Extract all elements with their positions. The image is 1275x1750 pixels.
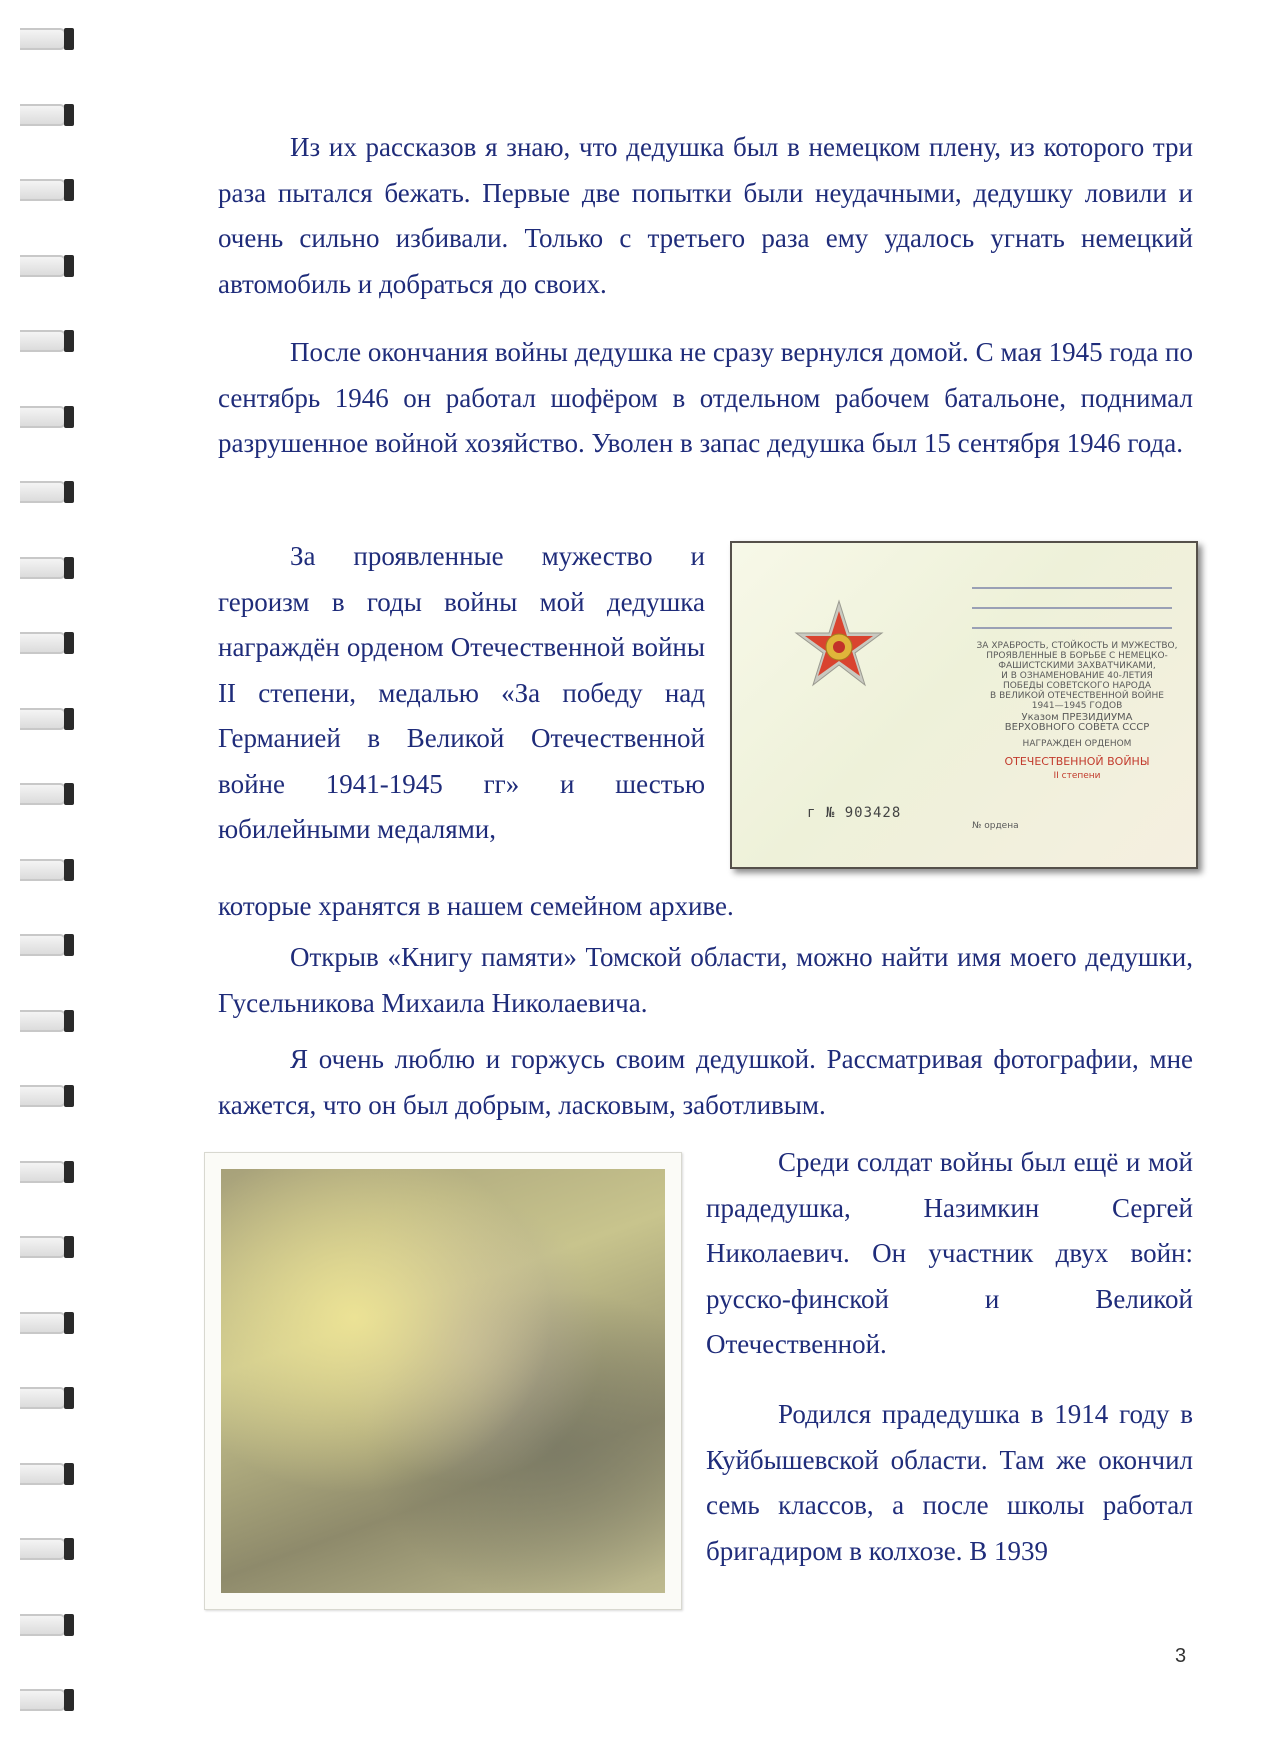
binding-ring: [20, 783, 66, 803]
binding-ring: [20, 934, 66, 954]
award-certificate-image: [730, 541, 1198, 869]
certificate-awarded-text: НАГРАЖДЕН ОРДЕНОМ: [1022, 739, 1132, 749]
certificate-order-no-label: № ордена: [972, 821, 1019, 831]
handwritten-line: [972, 627, 1172, 629]
binding-ring: [20, 179, 66, 199]
certificate-decree-text: Указом ПРЕЗИДИУМА ВЕРХОВНОГО СОВЕТА СССР: [1004, 712, 1150, 733]
handwritten-line: [972, 607, 1172, 609]
order-star-icon: [784, 593, 894, 703]
binding-ring: [20, 1312, 66, 1332]
certificate-order-name: ОТЕЧЕСТВЕННОЙ ВОЙНЫ: [1004, 755, 1150, 768]
binding-ring: [20, 28, 66, 48]
certificate-degree: II степени: [1053, 771, 1101, 781]
binding-ring: [20, 1614, 66, 1634]
certificate-text-block: [972, 563, 1182, 843]
paragraph-great-grandfather: Среди солдат войны был ещё и мой прадедушка, Назимкин Сергей Николаевич. Он участник двух войн: русско-финской и Великой Отечественной.: [706, 1147, 1193, 1359]
spiral-binding: [0, 0, 95, 1750]
family-photo: [204, 1152, 682, 1610]
paragraph-captivity: Из их рассказов я знаю, что дедушка был в немецком плену, из которого три раза пытался бежать. Первые две попытки были неудачными, дедушку ловили и очень сильно избивали. Только с третьего раза ему удалось угнать немецкий автомобиль и добраться до своих.: [218, 132, 1193, 299]
binding-ring: [20, 1463, 66, 1483]
binding-ring: [20, 1538, 66, 1558]
binding-ring: [20, 1387, 66, 1407]
binding-ring: [20, 1085, 66, 1105]
binding-ring: [20, 708, 66, 728]
binding-ring: [20, 1161, 66, 1181]
binding-ring: [20, 632, 66, 652]
binding-ring: [20, 481, 66, 501]
paragraph-love: Я очень люблю и горжусь своим дедушкой. Рассматривая фотографии, мне кажется, что он был добрым, ласковым, заботливым.: [218, 1044, 1193, 1120]
certificate-body-text: ЗА ХРАБРОСТЬ, СТОЙКОСТЬ И МУЖЕСТВО, ПРОЯВЛЕННЫЕ В БОРЬБЕ С НЕМЕЦКО- ФАШИСТСКИМИ ЗАХВАТЧИКАМИ, И В ОЗНАМЕНОВАНИЕ 40-ЛЕТИЯ ПОБЕДЫ СОВЕТСКОГО НАРОДА В ВЕЛИКОЙ ОТЕЧЕСТВЕННОЙ ВОЙНЕ 1941—1945 ГОДОВ: [976, 641, 1178, 711]
paragraph-after-war: После окончания войны дедушка не сразу вернулся домой. С мая 1945 года по сентябрь 1946 он работал шофёром в отдельном рабочем батальоне, поднимал разрушенное войной хозяйство. Уволен в запас дедушка был 15 сентября 1946 года.: [218, 337, 1193, 458]
binding-ring: [20, 1010, 66, 1030]
page-number: 3: [1175, 1645, 1187, 1667]
binding-ring: [20, 406, 66, 426]
family-photo-image: [221, 1169, 665, 1593]
binding-ring: [20, 104, 66, 124]
binding-ring: [20, 859, 66, 879]
paragraph-awards: За проявленные мужество и героизм в годы войны мой дедушка награждён орденом Отечественной войны II степени, медалью «За победу над Германией в Великой Отечественной войне 1941-1945 гг» и шестью юбилейными медалями,: [218, 541, 705, 844]
paragraph-book-of-memory: Открыв «Книгу памяти» Томской области, можно найти имя моего дедушки, Гусельникова Михаила Николаевича.: [218, 942, 1193, 1018]
binding-ring: [20, 557, 66, 577]
handwritten-line: [972, 587, 1172, 589]
certificate-number: г № 903428: [807, 805, 902, 821]
binding-ring: [20, 1689, 66, 1709]
binding-ring: [20, 255, 66, 275]
paragraph-born: Родился прадедушка в 1914 году в Куйбышевской области. Там же окончил семь классов, а после школы работал бригадиром в колхозе. В 1939: [706, 1399, 1193, 1566]
paragraph-archive: которые хранятся в нашем семейном архиве.: [218, 891, 734, 921]
binding-ring: [20, 1236, 66, 1256]
binding-ring: [20, 330, 66, 350]
